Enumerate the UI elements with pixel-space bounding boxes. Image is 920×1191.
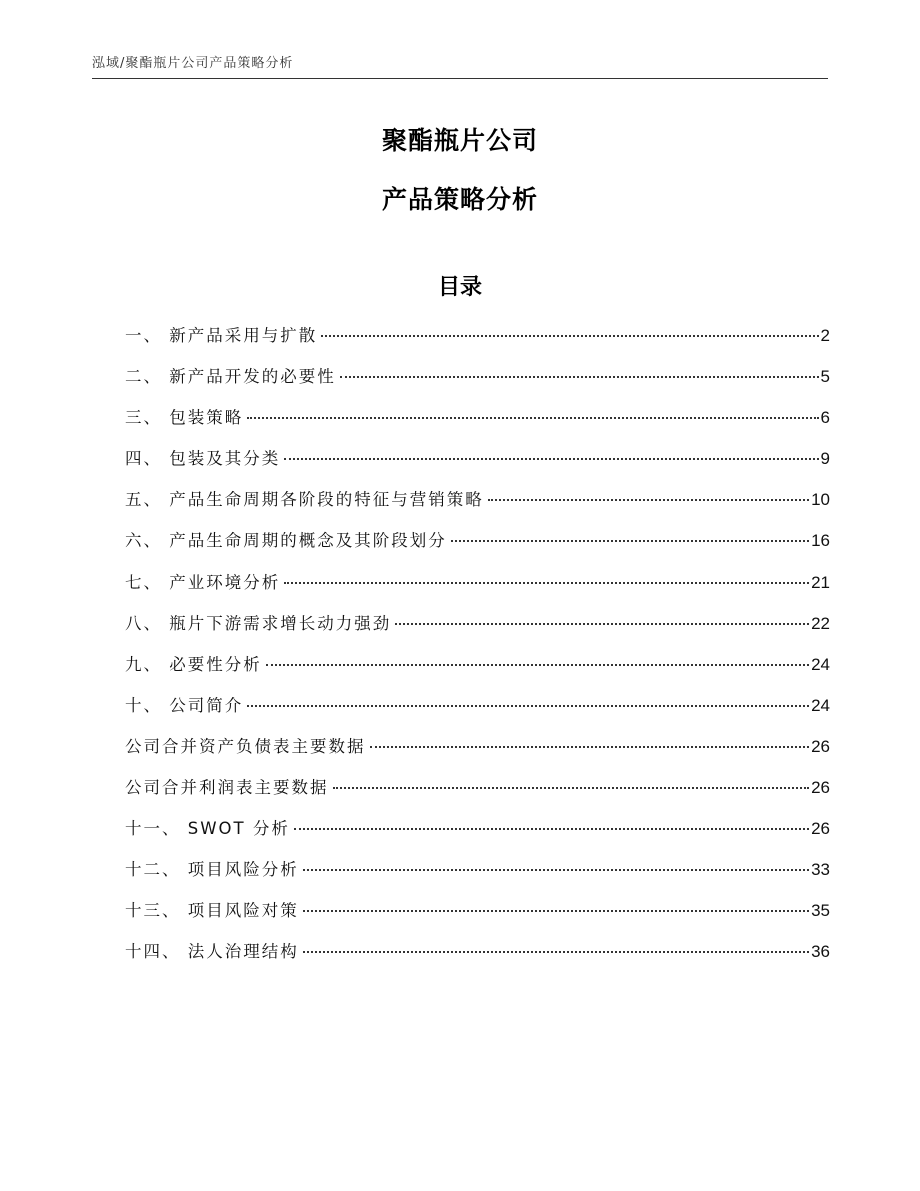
toc-entry-label: 十三、 项目风险对策 bbox=[125, 901, 299, 921]
toc-entry-page: 26 bbox=[811, 736, 830, 756]
toc-entry-page: 33 bbox=[811, 860, 830, 880]
toc-entry[interactable] bbox=[125, 897, 830, 938]
toc-entry-page: 24 bbox=[811, 654, 830, 674]
toc-dot-leader bbox=[247, 705, 809, 707]
toc-entry-label: 十、 公司简介 bbox=[125, 695, 244, 715]
toc-entry-page: 36 bbox=[811, 942, 830, 962]
toc-dot-leader bbox=[303, 869, 809, 871]
toc-entry-label: 十四、 法人治理结构 bbox=[125, 942, 299, 962]
toc-entry[interactable] bbox=[125, 815, 830, 856]
toc-dot-leader bbox=[321, 335, 818, 337]
toc-entry[interactable] bbox=[125, 938, 830, 979]
toc-entry-page: 16 bbox=[811, 531, 830, 551]
toc-entry-page: 26 bbox=[811, 778, 830, 798]
toc-entry[interactable] bbox=[125, 692, 830, 733]
toc-entry[interactable] bbox=[125, 527, 830, 568]
toc-dot-leader bbox=[395, 623, 809, 625]
toc-entry-label: 一、 新产品采用与扩散 bbox=[125, 326, 318, 345]
toc-entry-label: 二、 新产品开发的必要性 bbox=[125, 367, 336, 387]
table-of-contents bbox=[125, 322, 830, 980]
toc-dot-leader bbox=[370, 746, 810, 748]
toc-entry[interactable] bbox=[125, 733, 830, 774]
toc-entry-page: 24 bbox=[811, 695, 830, 715]
toc-entry-page: 22 bbox=[811, 613, 830, 633]
toc-dot-leader bbox=[488, 499, 809, 501]
toc-entry[interactable] bbox=[125, 486, 830, 527]
toc-entry-page: 9 bbox=[820, 449, 830, 469]
toc-entry[interactable] bbox=[125, 363, 830, 404]
toc-dot-leader bbox=[303, 951, 809, 953]
doc-title-line-1: 聚酯瓶片公司 bbox=[381, 126, 538, 155]
toc-entry-label: 三、 包装策略 bbox=[125, 408, 244, 428]
toc-entry-label: 四、 包装及其分类 bbox=[125, 449, 281, 469]
toc-entry-label: 公司合并资产负债表主要数据 bbox=[125, 736, 366, 756]
toc-entry-page: 6 bbox=[820, 408, 830, 428]
toc-dot-leader bbox=[340, 376, 819, 378]
toc-entry-label: 公司合并利润表主要数据 bbox=[125, 778, 329, 798]
toc-entry[interactable] bbox=[125, 404, 830, 445]
toc-entry[interactable] bbox=[125, 856, 830, 897]
toc-dot-leader bbox=[303, 910, 809, 912]
toc-entry-label: 十一、 SWOT 分析 bbox=[125, 819, 290, 839]
toc-entry-label: 九、 必要性分析 bbox=[125, 654, 262, 674]
toc-dot-leader bbox=[284, 582, 809, 584]
toc-entry-label: 六、 产品生命周期的概念及其阶段划分 bbox=[125, 531, 447, 551]
toc-dot-leader bbox=[451, 540, 809, 542]
toc-entry-page: 2 bbox=[820, 326, 830, 345]
toc-entry-page: 35 bbox=[811, 901, 830, 921]
toc-dot-leader bbox=[333, 787, 810, 789]
toc-entry[interactable] bbox=[125, 322, 830, 363]
toc-entry-page: 10 bbox=[811, 490, 830, 510]
toc-entry-label: 七、 产业环境分析 bbox=[125, 572, 281, 592]
toc-dot-leader bbox=[284, 458, 818, 460]
page-header: 泓域/聚酯瓶片公司产品策略分析 bbox=[92, 56, 294, 71]
toc-entry[interactable] bbox=[125, 445, 830, 486]
toc-entry-label: 八、 瓶片下游需求增长动力强劲 bbox=[125, 613, 392, 633]
doc-title-line-2: 产品策略分析 bbox=[381, 185, 538, 214]
toc-heading: 目录 bbox=[437, 275, 482, 300]
toc-entry-page: 5 bbox=[820, 367, 830, 387]
toc-entry-page: 26 bbox=[811, 819, 830, 839]
toc-entry[interactable] bbox=[125, 569, 830, 610]
toc-dot-leader bbox=[247, 417, 818, 419]
toc-entry[interactable] bbox=[125, 774, 830, 815]
toc-entry-label: 十二、 项目风险分析 bbox=[125, 860, 299, 880]
toc-dot-leader bbox=[266, 664, 809, 666]
toc-entry-label: 五、 产品生命周期各阶段的特征与营销策略 bbox=[125, 490, 484, 510]
toc-entry-page: 21 bbox=[811, 572, 830, 592]
toc-entry[interactable] bbox=[125, 610, 830, 651]
header-rule bbox=[92, 78, 828, 79]
toc-entry[interactable] bbox=[125, 651, 830, 692]
toc-dot-leader bbox=[294, 828, 809, 830]
